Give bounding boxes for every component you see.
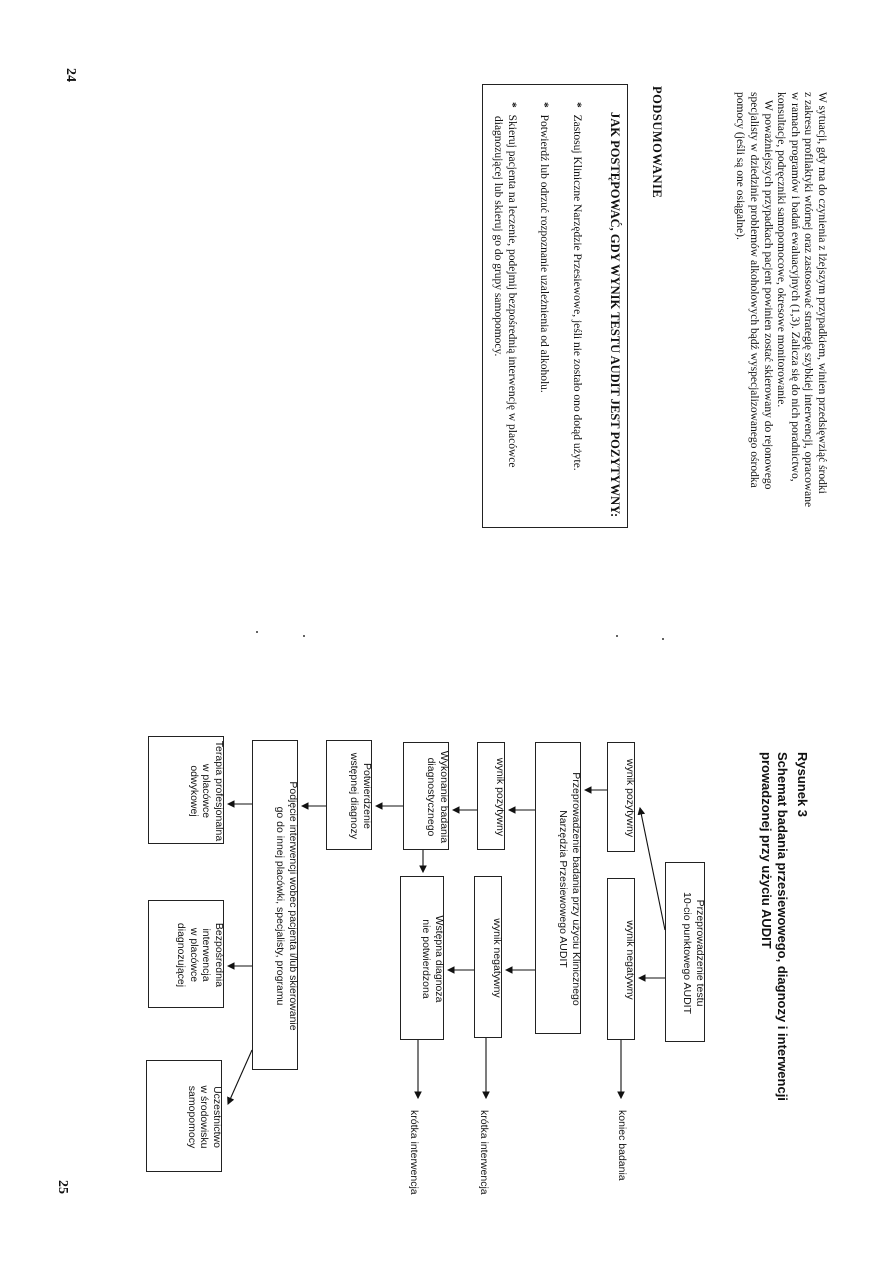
page-number-left: 24	[63, 68, 78, 82]
flow-box-outcome-selfhelp: Uczestnictwo w środowisku samopomocy	[146, 1060, 222, 1172]
bullet-symbol: *	[506, 102, 518, 108]
end-label-3: krótka interwencja	[408, 1110, 420, 1195]
figure-label: Rysunek 3	[795, 752, 810, 818]
bullet-text-cont: diagnozującej lub skieruj go do grupy samopomocy.	[492, 116, 505, 357]
bullet-text: Potwierdź lub odrzuć rozpoznanie uzależnienia od alkoholu.	[538, 114, 550, 393]
intro-line: konsultacje, podręczniki samopomocowe, okresowe monitorowanie.	[775, 92, 788, 408]
flow-box-positive-2: wynik pozytywny	[477, 742, 505, 850]
intro-line: W poważniejszych przypadkach pacjent powinien zostać skierowany do rejonowego	[761, 100, 774, 490]
page-number-right: 25	[55, 1180, 70, 1194]
intro-line: w ramach programów i badań ewaluacyjnych (1,3). Zalicza się do nich poradnictwo,	[788, 92, 801, 482]
flow-box-negative-1: wynik negatywny	[607, 878, 635, 1040]
section-heading: PODSUMOWANIE	[650, 86, 664, 199]
summary-box-title: JAK POSTĘPOWAĆ, GDY WYNIK TESTU AUDIT JEST POZYTYWNY:	[608, 112, 622, 518]
flow-box-outcome-therapy: Terapia profesjonalna w placówce odwykowej	[148, 736, 224, 844]
flow-box-outcome-direct: Bezpośrednia interwencja w placówce diagnozującej	[148, 900, 224, 1008]
flow-box-clinical-tool: Przeprowadzenie badania przy użyciu Klinicznego Narzędzia Przesiewowego AUDIT	[535, 742, 581, 1034]
flow-box-confirmed: Potwierdzenie wstępnej diagnozy	[326, 740, 372, 850]
figure-title-line: Schemat badania przesiewowego, diagnozy i interwencji	[775, 752, 790, 1101]
flow-box-not-confirmed: Wstępna diagnoza nie potwierdzona	[400, 876, 444, 1040]
bullet-text: Zastosuj Kliniczne Narzędzie Przesiewowe, jeśli nie zostało ono dotąd użyte.	[571, 114, 583, 471]
flow-box-intervention: Podjęcie interwencji wobec pacjenta i/lub skierowanie go do innej placówki, specjalisty, programu	[252, 740, 298, 1070]
intro-line: pomocy (jeśli są one osiągalne).	[734, 92, 747, 240]
flow-box-start: Przeprowadzenie testu 10-cio punktowego AUDIT	[665, 862, 705, 1042]
intro-line: z zakresu profilaktyki wtórnej oraz zastosować strategię szybkiej interwencji, opracowane	[802, 92, 815, 508]
bullet-symbol: *	[571, 102, 583, 108]
end-label-1: koniec badania	[616, 1110, 628, 1181]
bullet-text: Skieruj pacjenta na leczenie, podejmij bezpośrednią interwencję w placówce	[506, 114, 518, 468]
flow-box-negative-2: wynik negatywny	[474, 876, 502, 1038]
figure-title-line: prowadzonej przy użyciu AUDIT	[759, 752, 774, 949]
flow-box-diagnostic-exam: Wykonanie badania diagnostycznego	[403, 742, 449, 850]
flow-box-positive-1: wynik pozytywny	[607, 742, 635, 852]
end-label-2: krótka interwencja	[478, 1110, 490, 1195]
intro-line: W sytuacji, gdy ma do czynienia z lżejszym przypadkiem, winien przedsięwziąć środki	[816, 92, 828, 494]
intro-line: specjalisty w dziedzinie problemów alkoholowych bądź wyspecjalizowanego ośrodka	[748, 92, 761, 488]
bullet-symbol: *	[538, 102, 550, 108]
